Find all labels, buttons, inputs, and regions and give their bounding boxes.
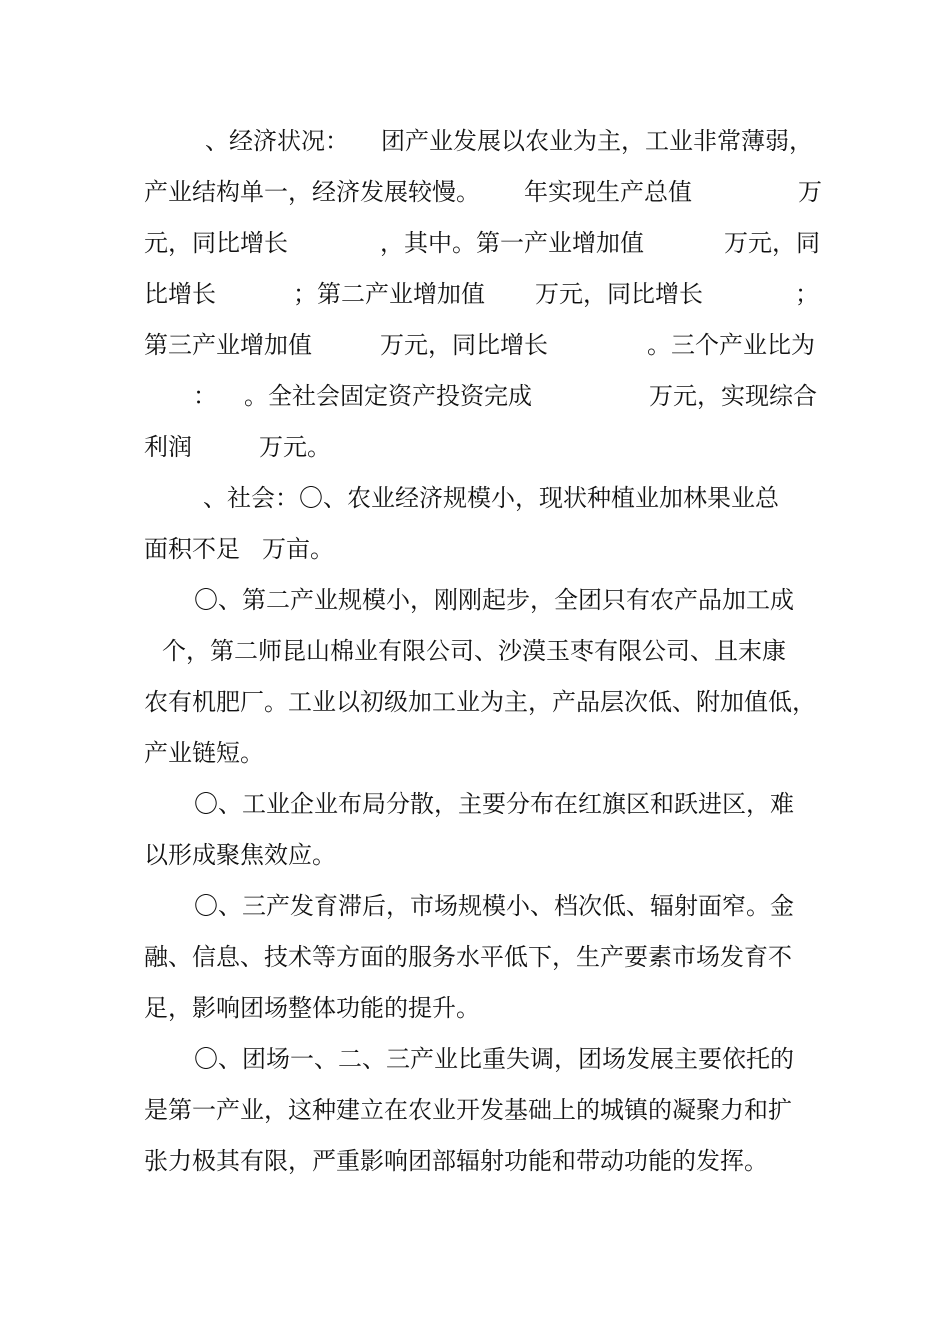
text-segment: ；第二产业增加值 <box>293 280 485 308</box>
text-line <box>0 685 816 719</box>
text-line <box>0 1144 768 1178</box>
text-segment: 万元。 <box>259 433 331 461</box>
text-segment: 比增长 <box>144 280 216 308</box>
text-line <box>0 532 334 566</box>
text-segment: 万元，同比增长 <box>380 331 548 359</box>
text-segment: 万 <box>798 178 822 206</box>
text-line <box>0 277 819 311</box>
text-segment: 第三产业增加值 <box>144 331 312 359</box>
text-segment: ； <box>795 280 819 308</box>
text-line <box>0 481 779 515</box>
text-segment: 、经济状况： <box>205 127 349 155</box>
text-line <box>0 430 331 464</box>
text-line <box>0 889 794 923</box>
text-line <box>0 379 817 413</box>
text-segment: 团产业发展以农业为主，工业非常薄弱， <box>381 127 813 155</box>
text-line <box>0 175 822 209</box>
text-segment: 产业链短。 <box>144 739 264 767</box>
text-segment: 万元，同比增长 <box>535 280 703 308</box>
text-segment: 〇、第二产业规模小，刚刚起步，全团只有农产品加工成 <box>194 586 794 614</box>
text-line <box>0 583 794 617</box>
text-segment: ，其中。第一产业增加值 <box>380 229 644 257</box>
text-segment: ： <box>193 382 217 410</box>
text-segment: 面积不足 <box>144 535 240 563</box>
text-segment: 产业结构单一，经济发展较慢。 <box>144 178 480 206</box>
text-segment: 、社会：〇、农业经济规模小，现状种植业加林果业总 <box>203 484 779 512</box>
text-line <box>0 1042 794 1076</box>
text-segment: 年实现生产总值 <box>524 178 692 206</box>
text-segment: 元，同比增长 <box>144 229 288 257</box>
text-segment: 融、信息、技术等方面的服务水平低下，生产要素市场发育不 <box>144 943 792 971</box>
text-line <box>0 124 813 158</box>
text-segment: 〇、团场一、二、三产业比重失调，团场发展主要依托的 <box>194 1045 794 1073</box>
text-segment: 张力极其有限，严重影响团部辐射功能和带动功能的发挥。 <box>144 1147 768 1175</box>
text-segment: 足，影响团场整体功能的提升。 <box>144 994 480 1022</box>
text-line <box>0 1093 792 1127</box>
text-line <box>0 838 336 872</box>
text-segment: 万元，实现综合 <box>649 382 817 410</box>
text-segment: 以形成聚焦效应。 <box>144 841 336 869</box>
text-segment: 万亩。 <box>262 535 334 563</box>
text-line <box>0 226 820 260</box>
text-line <box>0 787 794 821</box>
text-line <box>0 991 480 1025</box>
text-segment: 〇、工业企业布局分散，主要分布在红旗区和跃进区，难 <box>194 790 794 818</box>
text-segment: 个，第二师昆山棉业有限公司、沙漠玉枣有限公司、且末康 <box>162 637 786 665</box>
text-segment: 万元，同 <box>724 229 820 257</box>
text-segment: 。三个产业比为 <box>647 331 815 359</box>
text-segment: 是第一产业，这种建立在农业开发基础上的城镇的凝聚力和扩 <box>144 1096 792 1124</box>
text-line <box>0 940 792 974</box>
text-segment: 〇、三产发育滞后，市场规模小、档次低、辐射面窄。金 <box>194 892 794 920</box>
text-line <box>0 328 815 362</box>
text-segment: 利润 <box>144 433 192 461</box>
text-segment: 农有机肥厂。工业以初级加工业为主，产品层次低、附加值低， <box>144 688 816 716</box>
text-line <box>0 736 264 770</box>
text-segment: 。全社会固定资产投资完成 <box>244 382 532 410</box>
text-line <box>0 634 786 668</box>
